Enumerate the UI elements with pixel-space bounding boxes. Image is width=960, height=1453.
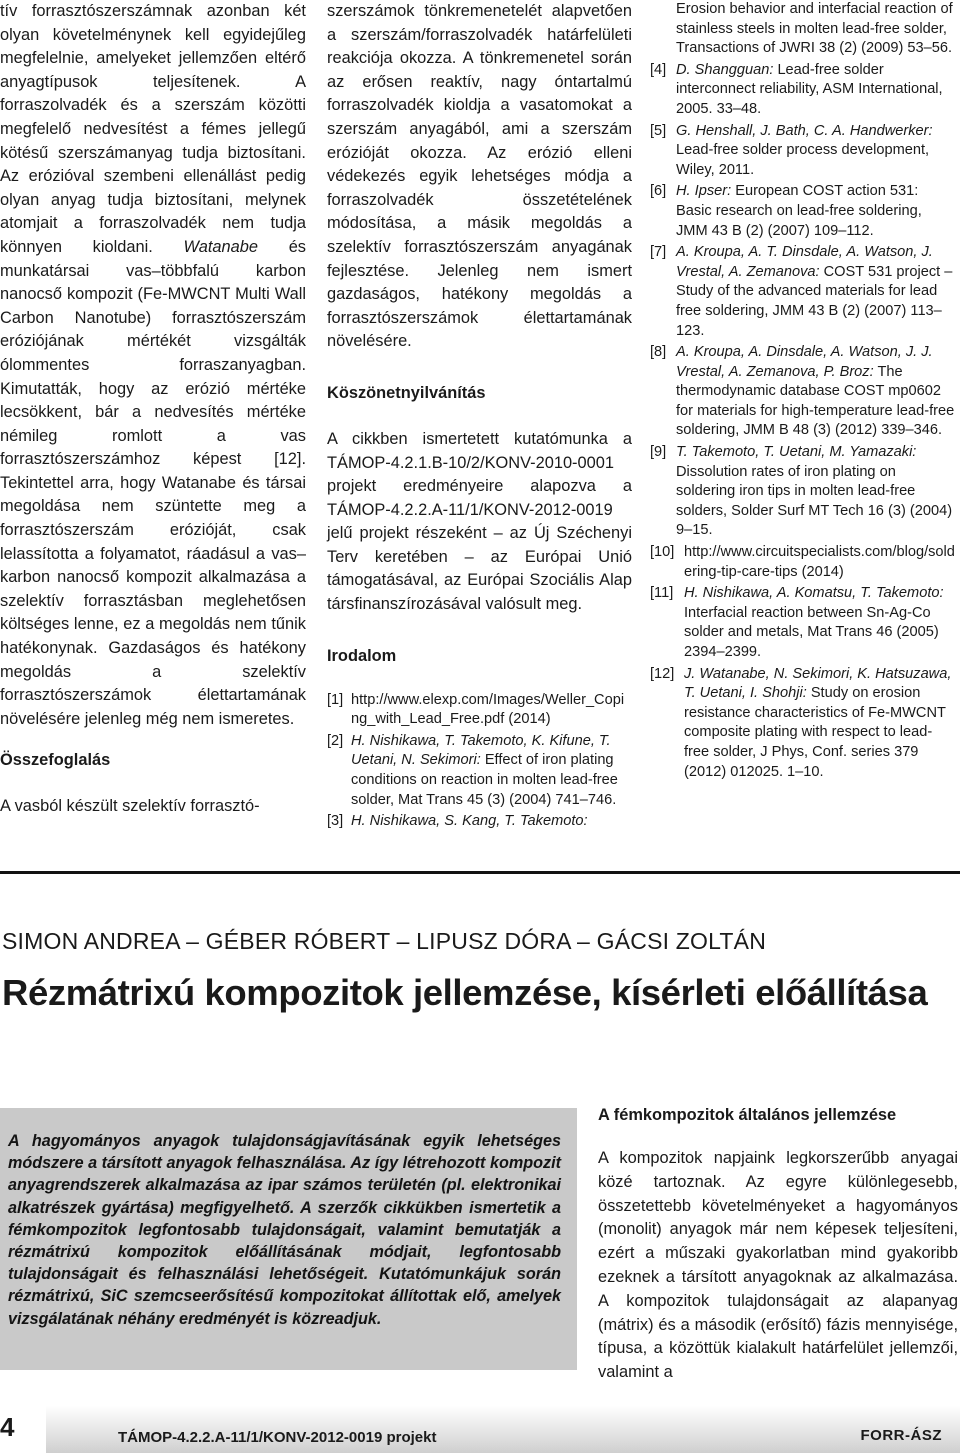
intro-paragraph: A kompozitok napjaink legkorszerűbb anyagai közé tartoznak. Az egyre különlegesebb, összetettebb követelményeket a hagyományos (monolit) anyagok már nem képesek teljesíteni, ezért a műszaki gyakorlatban mind gyakoribb ezeknek a társított anyagoknak az alkalmazása. A kompozitok tulajdonságait az alapanyag (mátrix) és a második (erősítő) fázis mennyisége, típusa, a közöttük kialakult határfelület jellemzői, valamint a — [598, 1149, 958, 1382]
article-authors: SIMON ANDREA – GÉBER RÓBERT – LIPUSZ DÓRA – GÁCSI ZOLTÁN — [2, 928, 767, 954]
body-paragraph: tív forrasztószerszámnak azonban két olyan követelménynek kell egyidejűleg megfelelnie, amelyeket jellemzően eltérő anyagtípusok teljesítenek. A forraszolvadék és a szerszám közötti megfelelő nedvesítést a fémes jellegű kötésű szerszámanyag tudja biztosítani. Az erózióval szembeni ellenállást pedig olyan anyag tudja biztosítani, melynek atomjait a forraszolvadék nem tudja könnyen kioldani. Watanabe és munkatársai vas–többfalú karbon nanocső kompozit (Fe-MWCNT Multi Wall Carbon Nanotube) forrasztószerszám eróziójának mértékét vizsgálták ólommentes forraszanyagban. Kimutatták, hogy az erózió mértéke lecsökkent, bár a nedvesítés mértéke némileg romlott a vas forrasztószerszámhoz képest [12]. Tekintettel arra, hogy Watanabe és társai megoldása nem szüntette meg a forrasztószerszám erózióját, csak lelassította a folyamatot, ráadásul a vas–karbon nanocső kompozit alkalmazása a szelektív forrasztásban meglehetősen költséges lenne, ez a megoldás nem tűnik hatékonynak. Gazdaságos és hatékony megoldás a szelektív forrasztószerszámok élettartamának növelésére jelenleg még nem ismeretes. — [0, 2, 306, 728]
reference-list — [327, 691, 632, 832]
reference-item: [7] A. Kroupa, A. T. Dinsdale, A. Watson, J. Vrestal, A. Zemanova: COST 531 project – Study of the advanced materials for lead free soldering, JMM 43 B (2) (2007) 113–123. — [650, 244, 953, 339]
abstract-text: A hagyományos anyagok tulajdonságjavításának egyik lehetséges módszere a társított anyagok felhasználása. Az így létrehozott kompozit anyagrendszerek alkalmazása az ipar számos területén (pl. elektronikai alkatrészek gyártása) megfigyelhető. A szerzők cikkükben ismertetik a fémkompozitok legfontosabb tulajdonságait, valamint bemutatják a rézmátrixú kompozitok előállításának módjait, legfontosabb tulajdonságait és felhasználási lehetőségeit. Kutatómunkájuk során rézmátrixú, SiC szemcseerősítésű kompozitokat állítottak elő, amelyek vizsgálatának néhány eredményét is közreadjuk. — [8, 1132, 561, 1328]
reference-item: [12] J. Watanabe, N. Sekimori, K. Hatsuzawa, T. Uetani, I. Shohji: Study on erosion resistance characteristics of Fe-MWCNT composite plating with respect to lead-free solder, J Phys, Conf. series 379 (2012) 012025. 1–10. — [650, 665, 952, 780]
reference-item: [11] H. Nishikawa, A. Komatsu, T. Takemoto: Interfacial reaction between Sn-Ag-Co solder and metals, Mat Trans 46 (2005) 2394–2399. — [650, 585, 944, 660]
reference-item: [8] A. Kroupa, A. Dinsdale, A. Watson, J. J. Vrestal, A. Zemanova, P. Broz: The thermodynamic database COST mp0602 for materials for high-temperature lead-free soldering, JMM B 48 (3) (2012) 339–346. — [650, 344, 955, 439]
abstract-box — [0, 1108, 577, 1370]
summary-heading: Összefoglalás — [0, 751, 111, 770]
reference-item: [10] http://www.circuitspecialists.com/blog/soldering-tip-care-tips (2014) — [650, 544, 955, 580]
summary-paragraph: A vasból készült szelektív forrasztó- — [0, 797, 260, 816]
acknowledgement-heading: Köszönetnyilvánítás — [327, 383, 486, 402]
column-2 — [327, 0, 632, 834]
body-paragraph: szerszámok tönkremenetelét alapvetően a szerszám/forraszolvadék határfelületi reakciója okozza. A tönkremenetel során az erősen reaktív, nagy óntartalmú forraszolvadék kioldja a vasatomokat a szerszám anyagából, ami a szerszám erózióját okozza. Az erózió elleni védekezés egyik lehetséges módja a forraszolvadék összetételének módosítása, a másik megoldás a szelektív forrasztószerszám anyagának fejlesztése. Jelenleg nem ismert gazdaságos, hatékony megoldás a forrasztószerszámok élettartamának növelésére. — [327, 2, 632, 351]
article-title: Rézmátrixú kompozitok jellemzése, kísérleti előállítása — [2, 972, 928, 1013]
reference-item: [1] http://www.elexp.com/Images/Weller_Coping_with_Lead_Free.pdf (2014) — [327, 691, 625, 728]
reference-item: [6] H. Ipser: European COST action 531: Basic research on lead-free soldering, JMM 43 B (2) (2007) 109–112. — [650, 183, 922, 239]
reference-item: [2] H. Nishikawa, T. Takemoto, K. Kifune, T. Uetani, N. Sekimori: Effect of iron plating conditions on reaction in molten lead-free solder, Mat Trans 45 (3) (2004) 741–746. — [327, 732, 618, 808]
column-1 — [0, 0, 306, 819]
reference-list — [650, 0, 956, 782]
journal-name: FORR-ÁSZ — [860, 1427, 942, 1444]
references-heading: Irodalom — [327, 646, 397, 665]
intro-section — [598, 1106, 958, 1385]
page-footer — [0, 1402, 960, 1453]
reference-item: [4] D. Shangguan: Lead-free solder interconnect reliability, ASM International, 2005. 33–48. — [650, 61, 943, 117]
page-number: 4 — [0, 1412, 15, 1442]
reference-item: [5] G. Henshall, J. Bath, C. A. Handwerker: Lead-free solder process development, Wiley, 2011. — [650, 122, 933, 178]
reference-item: [9] T. Takemoto, T. Uetani, M. Yamazaki: Dissolution rates of iron plating on soldering iron tips in molten lead-free solders, Solder Surf MT Tech 16 (3) (2004) 9–15. — [650, 444, 953, 539]
footer-project-label: TÁMOP-4.2.2.A-11/1/KONV-2012-0019 projekt — [118, 1429, 437, 1446]
reference-item-continued: Erosion behavior and interfacial reaction of stainless steels in molten lead-free solder, Transactions of JWRI 38 (2) (2009) 53–56. — [676, 1, 953, 57]
reference-item: [3] H. Nishikawa, S. Kang, T. Takemoto: — [327, 813, 588, 830]
acknowledgement-paragraph: A cikkben ismertetett kutatómunka a TÁMOP-4.2.1.B-10/2/KONV-2010-0001 projekt eredményeire alapozva a TÁMOP-4.2.2.A-11/1/KONV-2012-0019 jelű projekt részeként – az Új Széchenyi Terv keretében – az Európai Unió támogatásával, az Európai Szociális Alap társfinanszírozásával valósult meg. — [327, 429, 632, 614]
column-3 — [650, 0, 956, 784]
intro-heading: A fémkompozitok általános jellemzése — [598, 1106, 897, 1124]
section-divider — [0, 871, 960, 874]
